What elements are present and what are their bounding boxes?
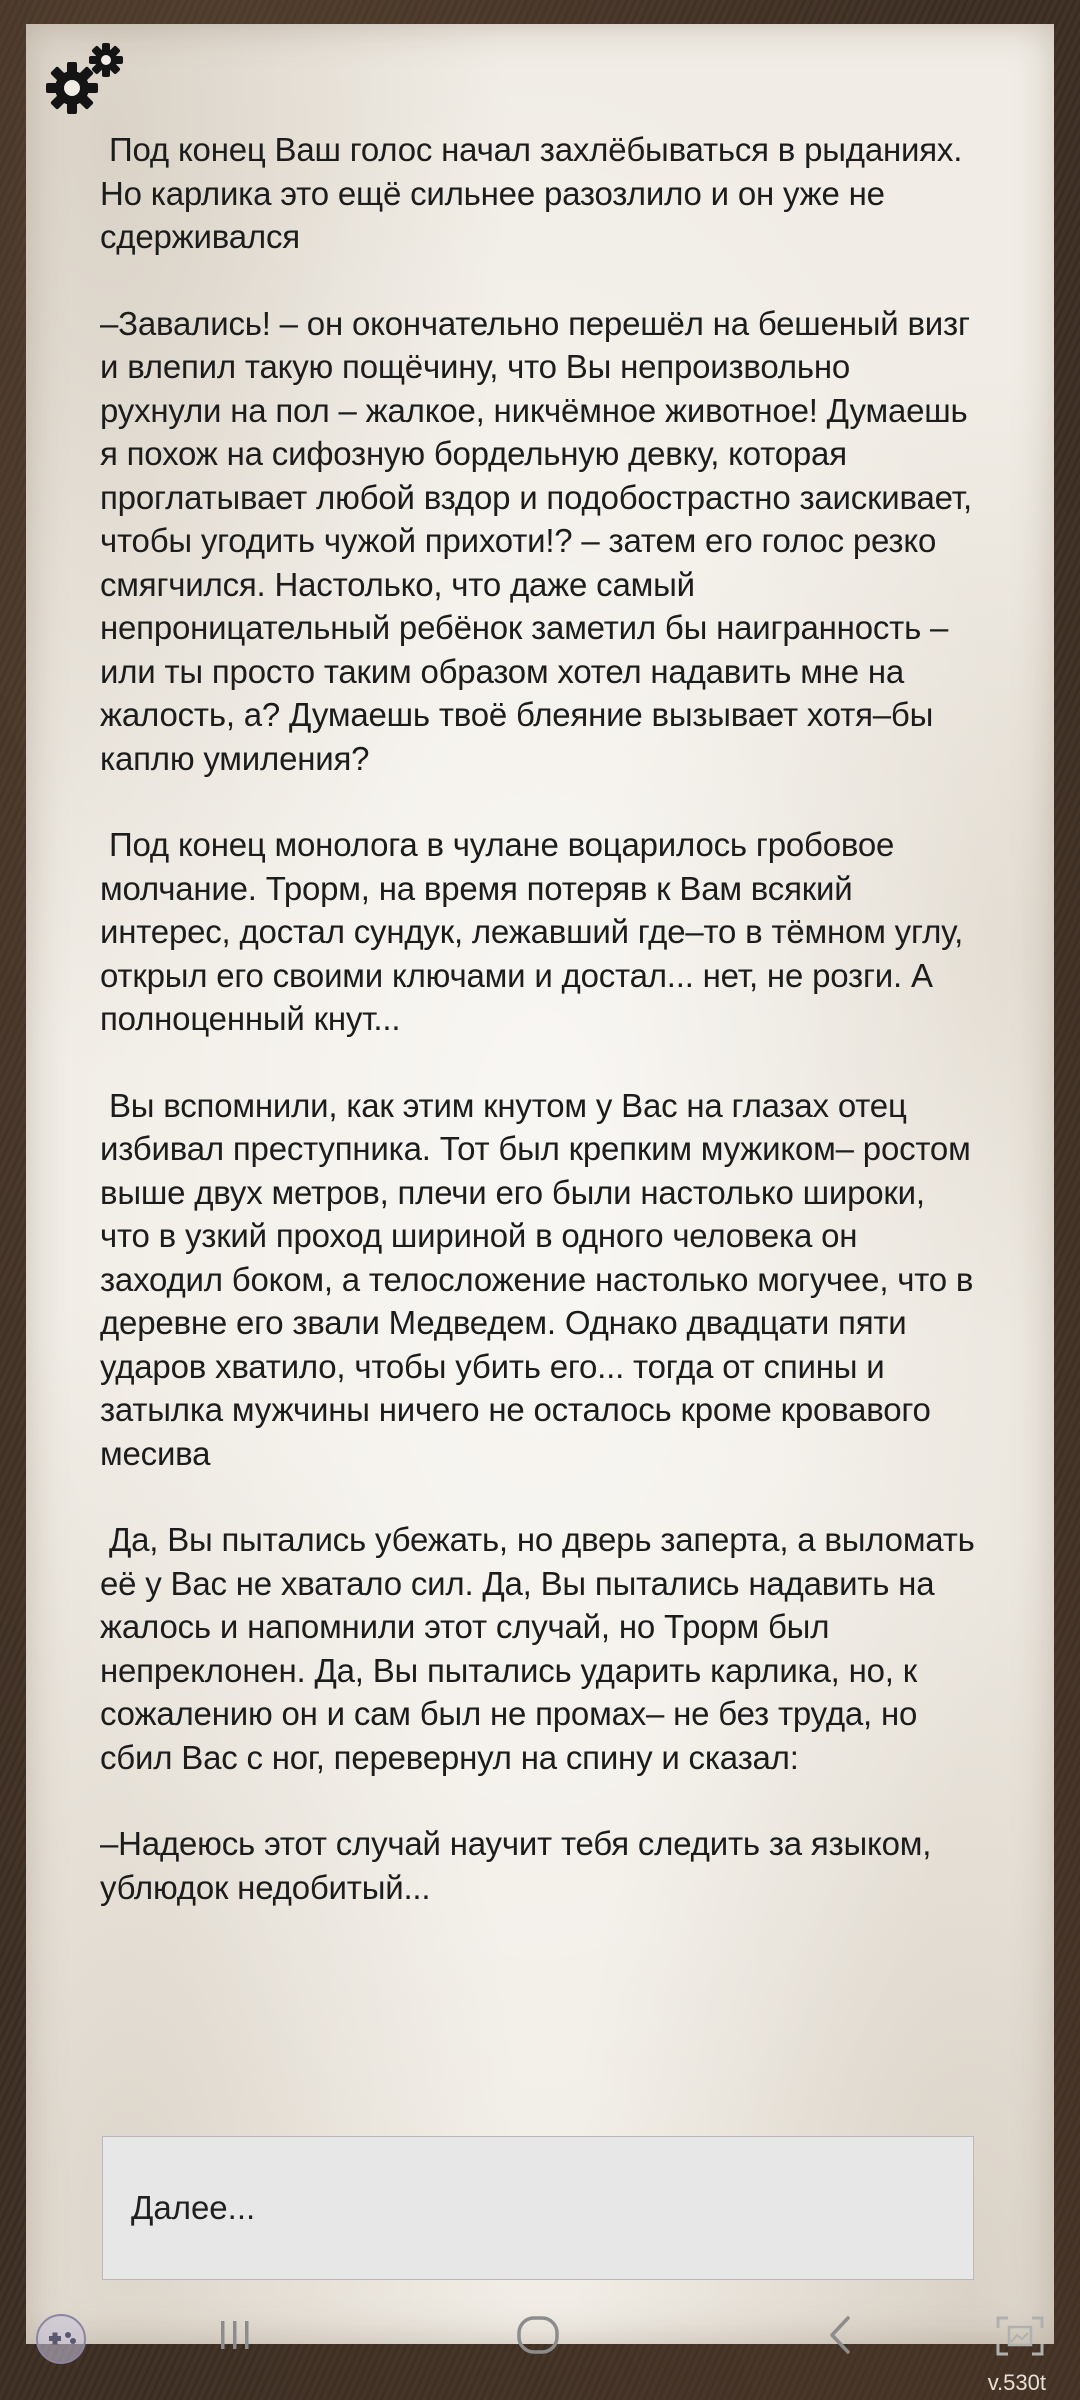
version-label: v.530t — [987, 2370, 1046, 2395]
story-paragraph: –Надеюсь этот случай научит тебя следить за языком, ублюдок недобитый... — [100, 1825, 941, 1906]
story-text — [100, 128, 984, 1952]
recent-apps-icon[interactable] — [210, 2310, 260, 2360]
game-tools-icon[interactable] — [30, 2308, 92, 2370]
story-paragraph: Под конец монолога в чулане воцарилось гробовое молчание. Трорм, на время потеряв к Вам всякий интерес, достал сундук, лежавший где–то в тёмном углу, открыл его своими ключами и достал... нет, не розги. А полноценный кнут... — [100, 826, 973, 1037]
story-paragraph: –Завались! – он окончательно перешёл на бешеный визг и влепил такую пощёчину, что Вы непроизвольно рухнули на пол – жалкое, никчёмное животное! Думаешь я похож на сифозную бордельную девку, которая проглатывает любой вздор и подобострастно заискивает, чтобы угодить чужой прихоти!? – затем его голос резко смягчился. Настолько, что даже самый непроницательный ребёнок заметил бы наигранность – или ты просто таким образом хотел надавить мне на жалость, а? Думаешь твоё блеяние вызывает хотя–бы каплю умиления? — [100, 304, 981, 777]
gears-icon[interactable] — [44, 38, 130, 118]
home-icon[interactable] — [508, 2310, 568, 2360]
story-paragraph: Вы вспомнили, как этим кнутом у Вас на глазах отец избивал преступника. Тот был крепким мужиком– ростом выше двух метров, плечи его были настолько широки, что в узкий проход шириной в одного человека он заходил боком, а телосложение настолько могучее, что в деревне его звали Медведем. Однако двадцати пяти ударов хватило, чтобы убить его... тогда от спины и затылка мужчины ничего не осталось кроме кровавого месива — [100, 1086, 983, 1472]
back-icon[interactable] — [816, 2308, 866, 2362]
screenshot-icon[interactable] — [990, 2308, 1050, 2364]
next-button-label: Далее... — [131, 2189, 256, 2226]
system-navigation-bar — [0, 2280, 1080, 2390]
story-paragraph: Под конец Ваш голос начал захлёбываться в рыданиях. Но карлика это ещё сильнее разозлило и он уже не сдерживался — [100, 131, 972, 255]
story-paragraph: Да, Вы пытались убежать, но дверь заперта, а выломать её у Вас не хватало сил. Да, Вы пытались надавить на жалось и напомнили этот случай, но Трорм был непреклонен. Да, Вы пытались ударить карлика, но, к сожалению он и сам был не промах– не без труда, но сбил Вас с ног, перевернул на спину и сказал: — [100, 1521, 984, 1776]
next-button[interactable] — [102, 2136, 974, 2280]
